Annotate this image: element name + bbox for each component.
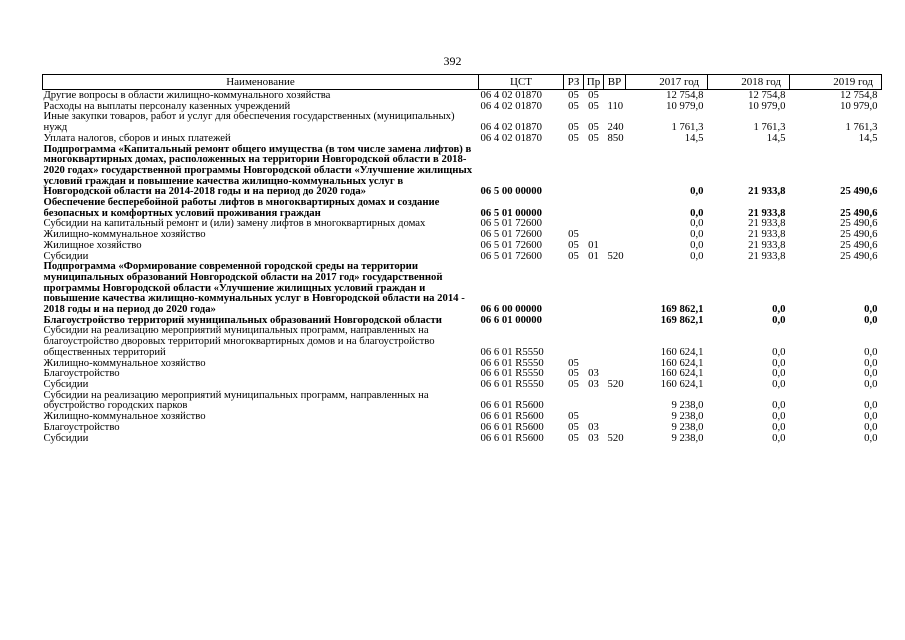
- row-2018: 21 933,8: [748, 185, 786, 198]
- row-name: Жилищно-коммунальное хозяйство: [43, 356, 206, 369]
- row-pr: 03: [588, 420, 599, 433]
- row-2018: 21 933,8: [748, 249, 786, 262]
- row-pr: 05: [588, 131, 599, 144]
- row-rz: 05: [568, 367, 579, 380]
- row-vr: [604, 422, 626, 433]
- row-2017: 10 979,0: [666, 99, 704, 112]
- row-rz: [564, 390, 584, 411]
- row-2017: 0,0: [690, 228, 704, 241]
- row-cst: 06 5 01 72600: [480, 217, 542, 230]
- row-name: Жилищное хозяйство: [43, 238, 142, 251]
- row-vr: 520: [607, 249, 624, 262]
- row-2019: 0,0: [864, 345, 878, 358]
- row-2018: 21 933,8: [748, 238, 786, 251]
- header-2017: 2017 год: [626, 75, 708, 90]
- table-row: [43, 111, 882, 132]
- row-name: Иные закупки товаров, работ и услуг для обеспечения государственных (муниципальных) нужд: [43, 110, 455, 134]
- row-2018: 21 933,8: [748, 228, 786, 241]
- row-cst: 06 5 01 00000: [480, 206, 542, 219]
- row-rz: 05: [568, 89, 579, 101]
- table-row: [43, 197, 882, 218]
- table-row: [43, 358, 882, 369]
- row-rz: 05: [568, 431, 579, 444]
- row-pr: [584, 325, 604, 357]
- row-2018: 1 761,3: [753, 121, 786, 134]
- row-name: Субсидии на капитальный ремонт и (или) замену лифтов в многоквартирных домах: [43, 217, 426, 230]
- row-pr: [584, 197, 604, 218]
- row-name: Благоустройство территорий муниципальных образований Новгородской области: [43, 313, 442, 326]
- row-2017: 0,0: [690, 217, 704, 230]
- row-2019: 25 490,6: [840, 206, 878, 219]
- row-rz: 05: [568, 131, 579, 144]
- row-2017: 9 238,0: [671, 410, 704, 423]
- table-row: [43, 433, 882, 444]
- row-2018: 0,0: [772, 313, 786, 326]
- row-cst: 06 6 01 R5550: [480, 345, 544, 358]
- row-pr: [584, 261, 604, 315]
- row-rz: [564, 197, 584, 218]
- row-2019: 0,0: [864, 377, 878, 390]
- table-row: [43, 422, 882, 433]
- row-cst: 06 6 01 R5550: [480, 367, 544, 380]
- row-cst: 06 6 01 R5600: [480, 420, 544, 433]
- row-cst: 06 4 02 01870: [480, 99, 542, 112]
- row-rz: 05: [568, 249, 579, 262]
- row-2017: 160 624,1: [660, 356, 704, 369]
- row-2019: 0,0: [864, 313, 878, 326]
- row-name: Жилищно-коммунальное хозяйство: [43, 228, 206, 241]
- row-name: Подпрограмма «Формирование современной городской среды на территории муниципальных образований Новгородской области на 2017 год» государственной программы Новгородской области «Улучшение жилищных условий граждан и повышение качества жилищно-коммунальных услуг в Новгородской области на 2014 - 2018 годы и на период до 2020 года»: [43, 260, 465, 316]
- header-rz: РЗ: [564, 75, 584, 90]
- row-2017: 1 761,3: [671, 121, 704, 134]
- row-name: Обеспечение бесперебойной работы лифтов в многоквартирных домах и создание безопасных и комфортных условий проживания граждан: [43, 196, 440, 219]
- row-rz: 05: [568, 99, 579, 112]
- row-rz: 05: [568, 410, 579, 423]
- row-rz: [564, 315, 584, 326]
- row-pr: 01: [588, 238, 599, 251]
- table-row: [43, 261, 882, 315]
- row-name: Благоустройство: [43, 367, 120, 380]
- row-2019: 25 490,6: [840, 249, 878, 262]
- table-header-row: [43, 75, 882, 90]
- row-cst: 06 6 01 00000: [480, 313, 542, 326]
- row-name: Другие вопросы в области жилищно-коммунального хозяйства: [43, 89, 331, 101]
- row-rz: 05: [568, 377, 579, 390]
- row-2019: 0,0: [864, 367, 878, 380]
- row-name: Субсидии на реализацию мероприятий муниципальных программ, направленных на благоустройство дворовых территорий многоквартирных домов и на благоустройство общественных территорий: [43, 324, 435, 358]
- row-cst: 06 6 00 00000: [480, 303, 542, 316]
- row-2018: 0,0: [772, 367, 786, 380]
- row-2019: 0,0: [864, 303, 878, 316]
- row-pr: 01: [588, 249, 599, 262]
- row-2017: 160 624,1: [660, 377, 704, 390]
- row-name: Субсидии: [43, 249, 89, 262]
- row-pr: 03: [588, 367, 599, 380]
- row-2019: 25 490,6: [840, 185, 878, 198]
- row-pr: [584, 390, 604, 411]
- row-vr: 110: [607, 99, 624, 112]
- row-cst: 06 4 02 01870: [480, 131, 542, 144]
- row-2018: 21 933,8: [748, 217, 786, 230]
- table-row: [43, 144, 882, 198]
- row-cst: 06 5 01 72600: [480, 249, 542, 262]
- table-row: [43, 240, 882, 251]
- row-2019: 25 490,6: [840, 217, 878, 230]
- row-2017: 9 238,0: [671, 399, 704, 412]
- row-2017: 9 238,0: [671, 420, 704, 433]
- row-vr: 520: [607, 377, 624, 390]
- row-pr: 05: [588, 89, 599, 101]
- row-rz: [564, 261, 584, 315]
- row-name: Субсидии на реализацию мероприятий муниципальных программ, направленных на обустройство городских парков: [43, 388, 429, 412]
- row-2017: 160 624,1: [660, 367, 704, 380]
- row-2019: 25 490,6: [840, 228, 878, 241]
- row-cst: 06 6 01 R5550: [480, 377, 544, 390]
- row-2018: 0,0: [772, 377, 786, 390]
- row-2019: 1 761,3: [845, 121, 878, 134]
- row-vr: [604, 411, 626, 422]
- row-cst: 06 6 01 R5600: [480, 431, 544, 444]
- row-rz: 05: [568, 121, 579, 134]
- row-2019: 25 490,6: [840, 238, 878, 251]
- row-2018: 0,0: [772, 345, 786, 358]
- row-2017: 0,0: [690, 249, 704, 262]
- row-pr: [584, 218, 604, 229]
- row-name: Жилищно-коммунальное хозяйство: [43, 410, 206, 423]
- row-2019: 0,0: [864, 420, 878, 433]
- row-rz: 05: [568, 420, 579, 433]
- row-cst: 06 6 01 R5550: [480, 356, 544, 369]
- row-cst: 06 6 01 R5600: [480, 410, 544, 423]
- header-name: Наименование: [43, 75, 479, 90]
- row-name: Подпрограмма «Капитальный ремонт общего имущества (в том числе замена лифтов) в многоквартирных домах, расположенных на территории Новгородской области в 2018-2020 годах» государственной программы Новгородской области «Улучшение жилищных условий граждан и повышение качества жилищно-коммунальных услуг в Новгородской области на 2014-2018 годы и на период до 2020 года»: [43, 142, 473, 198]
- row-vr: [604, 390, 626, 411]
- row-2019: 0,0: [864, 399, 878, 412]
- row-2018: 0,0: [772, 356, 786, 369]
- row-vr: [604, 218, 626, 229]
- row-2018: 0,0: [772, 431, 786, 444]
- table-row: [43, 325, 882, 357]
- row-cst: 06 5 01 72600: [480, 228, 542, 241]
- row-pr: 05: [588, 121, 599, 134]
- row-name: Уплата налогов, сборов и иных платежей: [43, 131, 231, 144]
- row-name: Расходы на выплаты персоналу казенных учреждений: [43, 99, 291, 112]
- row-2017: 9 238,0: [671, 431, 704, 444]
- row-vr: [604, 325, 626, 357]
- row-2017: 0,0: [690, 185, 704, 198]
- row-2017: 169 862,1: [660, 303, 704, 316]
- row-name: Субсидии: [43, 431, 89, 444]
- row-2018: 12 754,8: [748, 89, 786, 101]
- table-row: [43, 390, 882, 411]
- row-2017: 169 862,1: [660, 313, 704, 326]
- row-cst: 06 5 01 72600: [480, 238, 542, 251]
- row-2017: 14,5: [684, 131, 704, 144]
- row-pr: 05: [588, 99, 599, 112]
- header-2018: 2018 год: [708, 75, 790, 90]
- row-vr: [604, 229, 626, 240]
- row-2018: 14,5: [766, 131, 786, 144]
- page-number: 392: [443, 54, 462, 68]
- row-pr: [584, 315, 604, 326]
- row-2018: 10 979,0: [748, 99, 786, 112]
- row-vr: [604, 261, 626, 315]
- row-vr: [604, 240, 626, 251]
- header-cst: ЦСТ: [479, 75, 564, 90]
- row-rz: 05: [568, 356, 579, 369]
- header-pr: Пр: [584, 75, 604, 90]
- row-2019: 0,0: [864, 431, 878, 444]
- row-vr: 240: [607, 121, 624, 134]
- row-2019: 0,0: [864, 410, 878, 423]
- row-pr: 03: [588, 431, 599, 444]
- row-rz: 05: [568, 238, 579, 251]
- table-row: [43, 411, 882, 422]
- row-vr: 850: [607, 131, 624, 144]
- row-vr: 520: [607, 431, 624, 444]
- row-vr: [604, 144, 626, 198]
- row-cst: 06 4 02 01870: [480, 121, 542, 134]
- row-2018: 0,0: [772, 303, 786, 316]
- header-2019: 2019 год: [790, 75, 882, 90]
- row-cst: 06 5 00 00000: [480, 185, 542, 198]
- row-cst: 06 4 02 01870: [480, 89, 542, 101]
- row-vr: [604, 358, 626, 369]
- row-2018: 0,0: [772, 420, 786, 433]
- table-row: [43, 368, 882, 379]
- row-2017: 0,0: [690, 206, 704, 219]
- header-vr: ВР: [604, 75, 626, 90]
- row-2018: 0,0: [772, 410, 786, 423]
- row-rz: [564, 144, 584, 198]
- table-row: [43, 133, 882, 144]
- row-name: Субсидии: [43, 377, 89, 390]
- row-2019: 12 754,8: [840, 89, 878, 101]
- row-name: Благоустройство: [43, 420, 120, 433]
- row-2017: 0,0: [690, 238, 704, 251]
- row-rz: 05: [568, 228, 579, 241]
- table-body: [43, 90, 882, 444]
- row-rz: [564, 325, 584, 357]
- budget-table: [42, 74, 882, 443]
- row-2018: 0,0: [772, 399, 786, 412]
- row-pr: 03: [588, 377, 599, 390]
- row-2019: 14,5: [858, 131, 878, 144]
- row-2019: 0,0: [864, 356, 878, 369]
- row-2019: 10 979,0: [840, 99, 878, 112]
- row-cst: 06 6 01 R5600: [480, 399, 544, 412]
- row-vr: [604, 315, 626, 326]
- row-vr: [604, 197, 626, 218]
- row-2018: 21 933,8: [748, 206, 786, 219]
- row-pr: [584, 144, 604, 198]
- row-2017: 12 754,8: [666, 89, 704, 101]
- row-2017: 160 624,1: [660, 345, 704, 358]
